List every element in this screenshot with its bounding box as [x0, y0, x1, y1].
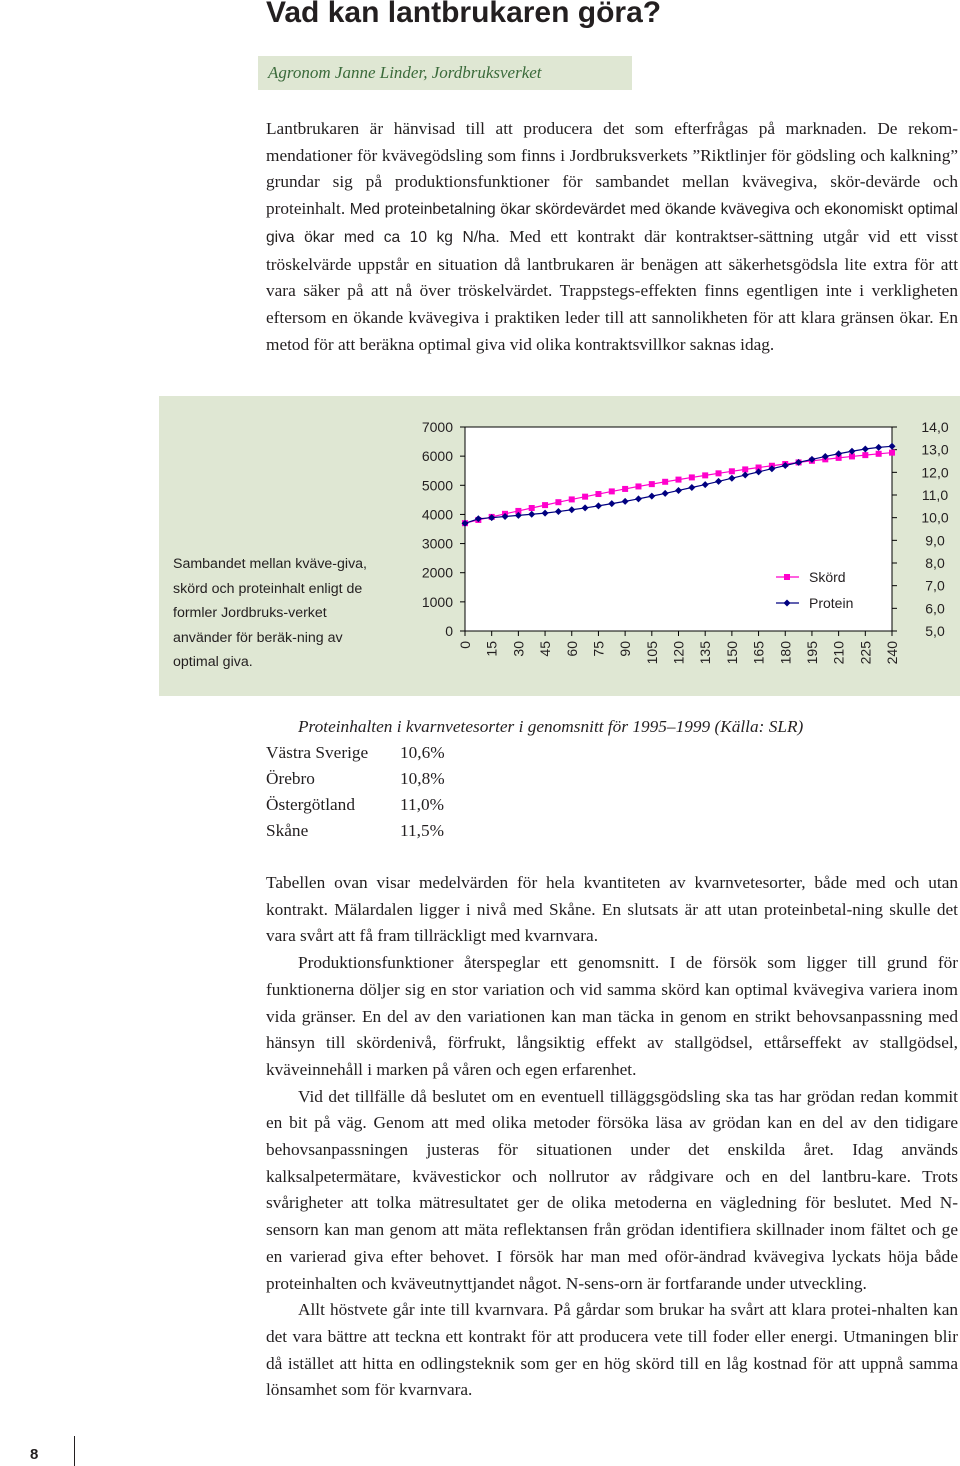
page-title: Vad kan lantbrukaren göra?: [266, 0, 662, 29]
table-value: 11,5%: [400, 821, 444, 840]
body-paragraph: Allt höstvete går inte till kvarnvara. På gårdar som brukar ha svårt att klara protei-nhalten kan det vara bättre att teckna ett kontrakt för att producera vete till foder eller energi. Utmaningen blir då istället att hitta en odlingsteknik som ger en hög skörd till en låg kostnad för att uppnå samma lönsamhet som för kvarnvara.: [266, 1300, 958, 1400]
table-region: Örebro: [266, 769, 315, 788]
y-right-tick-label: 11,0: [921, 487, 949, 503]
table-region: Västra Sverige: [266, 743, 369, 762]
y-left-tick-label: 4000: [421, 506, 453, 523]
y-right-tick-label: 14,0: [921, 419, 949, 435]
data-point: [529, 505, 535, 511]
author-bar: [258, 56, 632, 90]
x-tick-label: 195: [803, 641, 820, 665]
data-point: [676, 477, 682, 483]
table-value: 10,6%: [400, 743, 445, 762]
data-point: [635, 483, 641, 489]
x-tick-label: 120: [670, 641, 687, 665]
data-point: [609, 488, 615, 494]
intro-paragraph: [266, 116, 958, 358]
y-right-tick-label: 12,0: [921, 464, 949, 481]
x-tick-label: 150: [723, 641, 740, 665]
nitrogen-chart: [159, 396, 960, 696]
x-tick-label: 30: [510, 641, 527, 657]
x-tick-label: 15: [483, 641, 500, 657]
x-tick-label: 210: [830, 641, 847, 665]
x-tick-label: 45: [537, 641, 554, 657]
x-tick-label: 90: [617, 641, 634, 657]
x-tick-label: 240: [884, 641, 900, 665]
data-point: [729, 468, 735, 474]
body-paragraph: Vid det tillfälle då beslutet om en eventuell tilläggsgödsling ska tas har grödan redan kommit en bit på väg. Genom att med olika metoder försöka läsa av grödan kan en del av den tidigare behovsanpassningen justeras för situationen under det enskilda året. Idag används kalksalpetermätare, kvävestickor och nollrutor av rådgivare och en del lantbru-kare. Trots svårigheter att tolka mätresultatet ger de olika metoderna en vägledning för beslutet. Med N-sensorn kan man genom att mäta reflektansen från grödan identifiera skillnader inom fältet och ge en varierad giva efter behovet. I försök har man med oför-ändrad kvävegiva lyckats höja både proteinhalten och kväveutnyttjandet något. N-sens-orn är fortfarande under utveckling.: [266, 1086, 958, 1293]
page-number: 8: [30, 1446, 39, 1463]
data-point: [689, 474, 695, 480]
data-point: [862, 452, 868, 458]
data-point: [582, 494, 588, 500]
legend-label: Skörd: [809, 569, 846, 585]
data-point: [876, 451, 882, 457]
y-right-tick-label: 10,0: [921, 509, 949, 526]
y-right-tick-label: 8,0: [925, 555, 945, 571]
intro-text-2: Med proteinbetalning ökar skördevärdet med ökande kvävegiva och ekonomiskt optimal giva ökar med ca 10 kg N/ha.: [266, 201, 958, 246]
table-row: [266, 740, 956, 766]
data-point: [649, 481, 655, 487]
y-left-tick-label: 2000: [421, 564, 453, 581]
data-point: [662, 479, 668, 485]
y-right-tick-label: 6,0: [925, 600, 945, 617]
data-point: [742, 466, 748, 472]
table-row: [266, 766, 956, 792]
x-tick-label: 60: [563, 641, 580, 657]
table-row: [266, 792, 956, 818]
y-right-tick-label: 9,0: [925, 532, 945, 549]
data-point: [595, 491, 601, 497]
y-right-tick-label: 7,0: [925, 577, 945, 594]
protein-table: [266, 714, 956, 844]
x-tick-label: 165: [750, 641, 767, 665]
data-point: [555, 499, 561, 505]
y-left-tick-label: 1000: [421, 593, 453, 610]
y-left-tick-label: 6000: [421, 448, 453, 465]
body-paragraph: Tabellen ovan visar medelvärden för hela kvantiteten av kvarnvetesorter, både med och utan kontrakt. Mälardalen ligger i nivå med Skåne. En slutsats är att utan proteinbetal-ning skulle det vara svårt att få fram tillräckligt med kvarnvara.: [266, 873, 958, 946]
legend-marker: [784, 574, 790, 580]
x-tick-label: 135: [697, 641, 714, 665]
page-divider: [74, 1436, 75, 1466]
protein-table-title: Proteinhalten i kvarnvetesorter i genomsnitt för 1995–1999 (Källa: SLR): [298, 717, 804, 736]
data-point: [889, 450, 895, 456]
table-region: Skåne: [266, 821, 309, 840]
y-right-tick-label: 13,0: [921, 441, 949, 458]
x-tick-label: 0: [457, 641, 473, 649]
table-value: 11,0%: [400, 795, 444, 814]
x-tick-label: 105: [643, 641, 660, 665]
author-line: Agronom Janne Linder, Jordbruksverket: [268, 63, 542, 82]
legend-label: Protein: [809, 595, 854, 611]
data-point: [622, 486, 628, 492]
body-paragraph: Produktionsfunktioner återspeglar ett genomsnitt. I de försök som ligger till grund för funktionerna döljer sig en stor variation och vid samma skörd kan optimal kvävegiva variera inom vida gränser. En del av den variationen kan man täcka in genom en strikt behovsanpassning med hänsyn till skördenivå, förfrukt, långsiktig effekt av stallgödsel, ettårseffekt av stallgödsel, kväveinnehåll i marken på våren och egen erfarenhet.: [266, 953, 958, 1079]
data-point: [569, 496, 575, 502]
y-left-tick-label: 3000: [421, 535, 453, 552]
y-left-tick-label: 0: [445, 623, 453, 639]
data-point: [716, 470, 722, 476]
intro-text-1: Lantbrukaren är hänvisad till att producera det som efterfrågas på marknaden. De rekom-mendationer för kvävegödsling som finns i Jordbruksverkets ”Riktlinjer för gödsling och kalkning” grundar sig på produktionsfunktioner för sambandet mellan kvävegiva, skör-devärde och proteinhalt.: [266, 119, 958, 219]
intro-text-3: Med ett kontrakt där kontraktser-sättning utgår vid ett visst tröskelvärde uppstår en situation då lantbrukaren är benägen att säkerhetsgödsla lite extra för att vara säker på att nå över tröskelvärdet. Trappstegs-effekten finns egentligen inte i verkligheten eftersom en ökande kvävegiva i praktiken leder till att sannolikheten för att klara gränsen ökar. En metod för att beräkna optimal giva vid olika kontraktsvillkor saknas idag.: [266, 226, 958, 354]
table-row: [266, 818, 956, 844]
data-point: [542, 502, 548, 508]
x-tick-label: 75: [590, 641, 607, 657]
y-left-tick-label: 5000: [421, 477, 453, 494]
figure-caption: Sambandet mellan kväve-giva, skörd och proteinhalt enligt de formler Jordbruks-verket använder för beräk-ning av optimal giva.: [173, 556, 367, 671]
x-tick-label: 225: [857, 641, 874, 665]
data-point: [702, 472, 708, 478]
body-text: [266, 870, 958, 1404]
y-left-tick-label: 7000: [421, 419, 453, 435]
x-tick-label: 180: [777, 641, 794, 665]
table-value: 10,8%: [400, 769, 445, 788]
y-right-tick-label: 5,0: [925, 623, 945, 639]
table-region: Östergötland: [266, 795, 355, 814]
